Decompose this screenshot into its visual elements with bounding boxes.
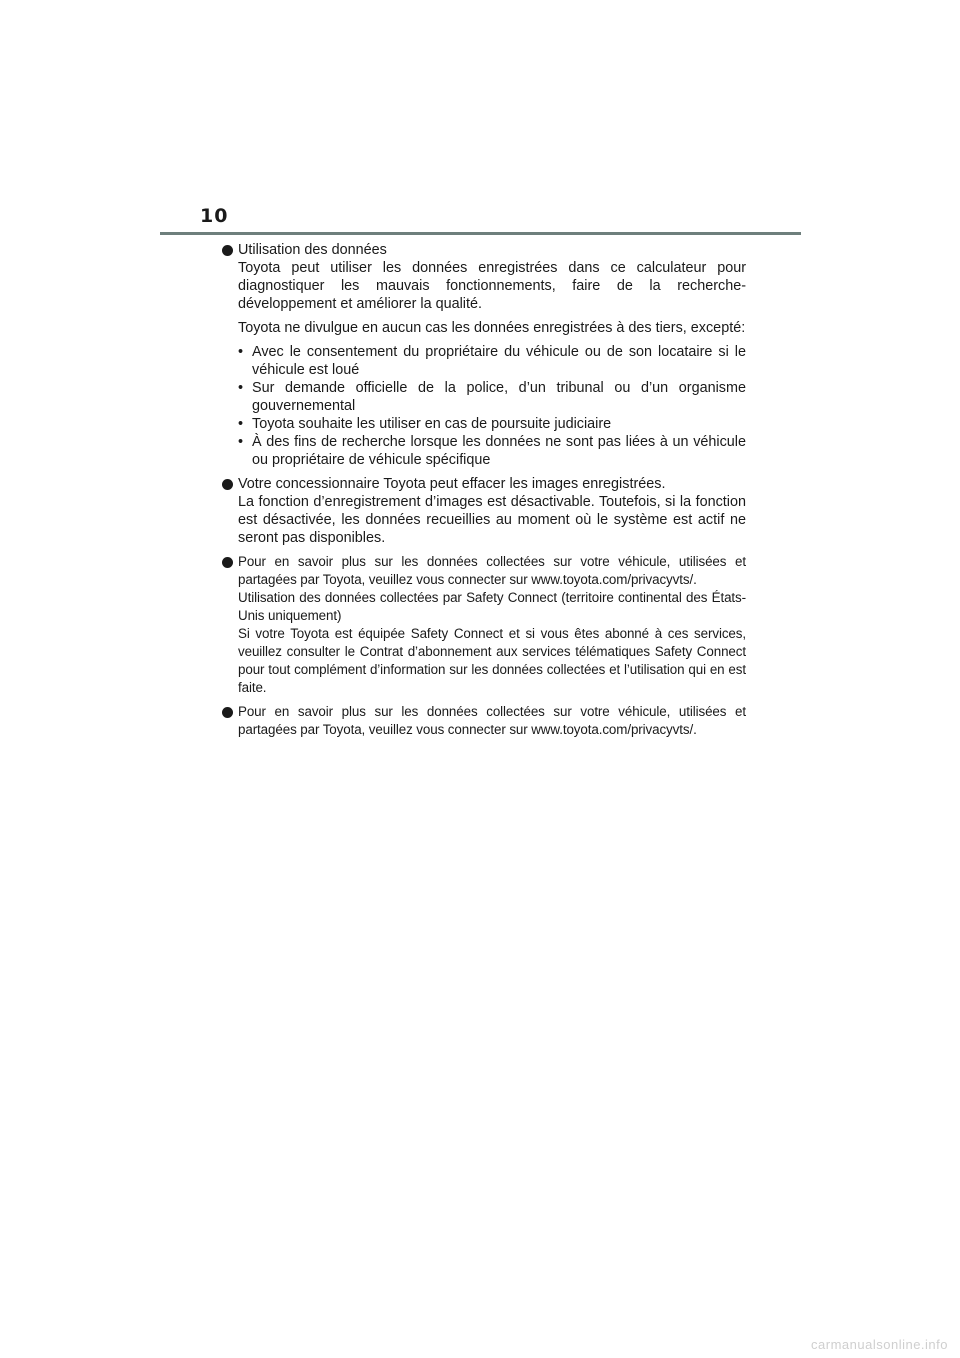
list-item bbox=[238, 433, 746, 469]
exception-list bbox=[238, 343, 746, 469]
list-item bbox=[238, 415, 746, 433]
list-item bbox=[238, 379, 746, 415]
bullet-icon bbox=[222, 479, 233, 490]
section-title: Votre concessionnaire Toyota peut effacer les images enregistrées. bbox=[238, 476, 666, 492]
section-title: Pour en savoir plus sur les données collectées sur votre véhicule, utilisées et partagées par Toyota, veuillez vous connecter sur www.toyota.com/privacyvts/. bbox=[238, 704, 746, 737]
section-data-usage bbox=[222, 241, 746, 469]
dot-icon: • bbox=[238, 416, 244, 432]
section-privacy bbox=[222, 703, 746, 739]
section-dealer-erase bbox=[222, 475, 746, 547]
list-item-text: Sur demande officielle de la police, d’un tribunal ou d’un organisme gouvernemental bbox=[252, 380, 746, 414]
paragraph: Si votre Toyota est équipée Safety Connect et si vous êtes abonné à ces services, veuillez consulter le Contrat d’abonnement aux services télématiques Safety Connect pour tout complément d’information sur les données collectées et l’utilisation qui en est faite. bbox=[238, 626, 746, 695]
section-title: Utilisation des données bbox=[238, 242, 387, 258]
list-item-text: À des fins de recherche lorsque les données ne sont pas liées à un véhicule ou propriétaire de véhicule spécifique bbox=[252, 434, 746, 468]
list-item-text: Toyota souhaite les utiliser en cas de poursuite judiciaire bbox=[252, 416, 612, 432]
dot-icon: • bbox=[238, 344, 244, 360]
bullet-icon bbox=[222, 707, 233, 718]
dot-icon: • bbox=[238, 380, 244, 396]
dot-icon: • bbox=[238, 434, 244, 450]
bullet-icon bbox=[222, 245, 233, 256]
watermark: carmanualsonline.info bbox=[811, 1337, 948, 1352]
paragraph: Utilisation des données collectées par Safety Connect (territoire continental des États-Unis uniquement) bbox=[238, 590, 746, 623]
bullet-icon bbox=[222, 557, 233, 568]
paragraph: La fonction d’enregistrement d’images est désactivable. Toutefois, si la fonction est désactivée, les données recueillies au moment où le système est actif ne seront pas disponibles. bbox=[238, 494, 746, 546]
page-content bbox=[222, 241, 746, 745]
page-number: 10 bbox=[200, 205, 229, 227]
section-title: Pour en savoir plus sur les données collectées sur votre véhicule, utilisées et partagées par Toyota, veuillez vous connecter sur www.toyota.com/privacyvts/. bbox=[238, 554, 746, 587]
list-item-text: Avec le consentement du propriétaire du véhicule ou de son locataire si le véhicule est loué bbox=[252, 344, 746, 378]
paragraph: Toyota peut utiliser les données enregistrées dans ce calculateur pour diagnostiquer les mauvais fonctionnements, faire de la recherche-développement et améliorer la qualité. bbox=[238, 260, 746, 312]
section-privacy-safety-connect bbox=[222, 553, 746, 697]
paragraph: Toyota ne divulgue en aucun cas les données enregistrées à des tiers, excepté: bbox=[238, 320, 746, 336]
list-item bbox=[238, 343, 746, 379]
header-rule bbox=[160, 232, 801, 235]
